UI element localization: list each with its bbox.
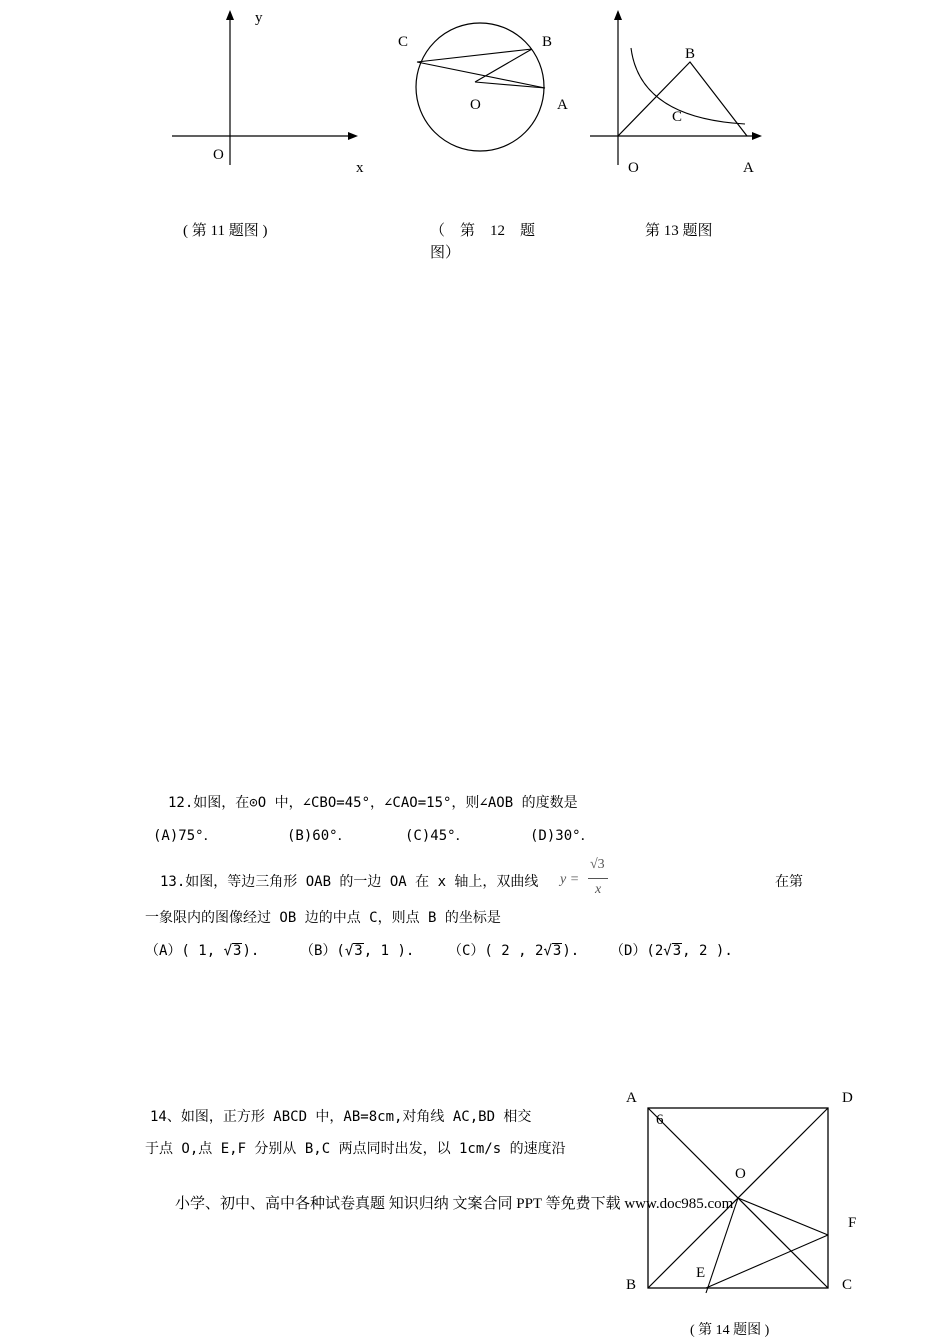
footer-download-notice: 小学、初中、高中各种试卷真题 知识归纳 文案合同 PPT 等免费下载 www.doc985.com [175,1196,734,1212]
fig13-a-label: A [743,160,754,176]
figure-14-square [610,1085,880,1344]
fig13-o-label: O [628,160,639,176]
fig12-caption-line1: （ 第 12 题 [430,223,536,239]
fig13-caption: 第 13 题图 [645,223,713,239]
q12-option-a: (A)75°． [153,828,218,844]
q12-option-b: (B)60°． [287,828,352,844]
fig14-o-label: O [735,1166,746,1182]
fig12-a-label: A [557,97,568,113]
fig13-c-label: C [672,109,683,125]
fig11-y-label: y [255,10,263,26]
q13-formula-denominator: x [595,882,602,897]
fig12-o-label: O [470,97,481,113]
q13-formula-numerator: √3 [590,857,605,872]
q13-option-c: （C）( 2 , 2√3). [448,943,580,959]
fig14-d-label: D [842,1090,853,1106]
fig11-x-label: x [356,160,364,176]
fig12-caption-line2: 图） [430,245,461,261]
q13-stem-end: 在第 [775,874,803,890]
figure-11-axes [160,0,380,190]
q13-line2: 一象限内的图像经过 OB 边的中点 C，则点 B 的坐标是 [145,910,501,926]
q12-stem: 12.如图，在⊙O 中，∠CBO=45°，∠CAO=15°，则∠AOB 的度数是 [168,795,578,811]
fig14-e-label: E [696,1265,706,1281]
fig14-six-label: 6 [656,1112,664,1128]
fig14-caption: ( 第 14 题图 ) [690,1323,770,1338]
fig11-caption: ( 第 11 题图 ) [183,223,268,239]
q12-option-c: (C)45°． [405,828,470,844]
q12-option-d: (D)30°． [530,828,595,844]
figure-12-circle [390,20,590,190]
q13-fraction-bar [588,878,608,879]
figure-13-triangle [585,0,785,190]
fig12-c-label: C [398,34,409,50]
q13-stem: 13.如图，等边三角形 OAB 的一边 OA 在 x 轴上，双曲线 [160,874,539,890]
q13-formula-lhs: y = [560,872,580,887]
fig14-b-label: B [626,1277,637,1293]
fig14-a-label: A [626,1090,637,1106]
q14-line1: 14、如图，正方形 ABCD 中，AB=8cm,对角线 AC,BD 相交 [150,1109,532,1125]
fig13-b-label: B [685,46,696,62]
fig14-c-label: C [842,1277,853,1293]
fig11-origin-label: O [213,147,224,163]
q14-line2: 于点 O,点 E,F 分别从 B,C 两点同时出发，以 1cm/s 的速度沿 [145,1141,566,1157]
fig12-b-label: B [542,34,553,50]
q13-option-d: （D）(2√3, 2 ). [610,943,733,959]
q13-option-a: （A）( 1, √3). [145,943,260,959]
q13-option-b: （B）(√3, 1 ). [300,943,415,959]
q13-formula [560,855,620,901]
fig14-f-label: F [848,1215,857,1231]
